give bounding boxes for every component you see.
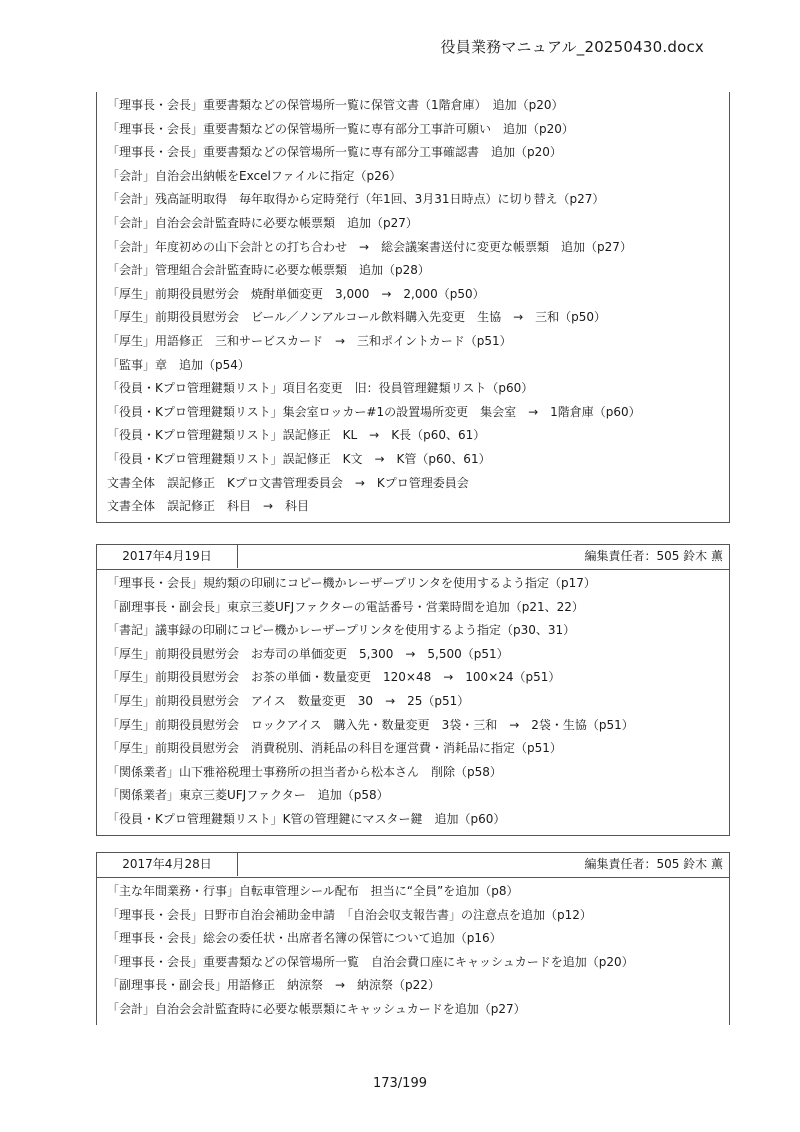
- revision-date: 2017年4月28日: [97, 853, 238, 876]
- revision-entry: 「役員・Kプロ管理鍵類リスト」項目名変更 旧：役員管理鍵類リスト（p60）: [107, 381, 534, 396]
- revision-section: [96, 544, 730, 836]
- revision-entry: 「書記」議事録の印刷にコピー機かレーザープリンタを使用するよう指定（p30、31）: [107, 623, 576, 638]
- revision-entry: 文書全体 誤記修正 Kプロ文書管理委員会 → Kプロ管理委員会: [107, 475, 469, 490]
- revision-entry-list: [97, 92, 729, 522]
- document-filename: 役員業務マニュアル_20250430.docx: [440, 38, 704, 56]
- revision-entry: 「主な年間業務・行事」自転車管理シール配布 担当に“全員”を追加（p8）: [107, 884, 519, 898]
- page-number: 173/199: [372, 1076, 427, 1091]
- revision-entry: 「副理事長・副会長」用語修正 納涼祭 → 納涼祭（p22）: [107, 978, 440, 993]
- revision-entry: 「理事長・会長」規約類の印刷にコピー機かレーザープリンタを使用するよう指定（p17）: [107, 576, 596, 590]
- revision-entry: 「役員・Kプロ管理鍵類リスト」集会室ロッカー#1の設置場所変更 集会室 → 1階倉庫（p60）: [107, 404, 641, 419]
- revision-entry-list: [97, 878, 729, 1025]
- editor-in-charge: 編集責任者：505 鈴木 薫: [584, 549, 723, 563]
- revision-entry: 「厚生」前期役員慰労会 消費税別、消耗品の科目を運営費・消耗品に指定（p51）: [107, 741, 562, 756]
- revision-entry: 「会計」管理組合会計監査時に必要な帳票類 追加（p28）: [107, 263, 430, 278]
- revision-entry: 文書全体 誤記修正 科目 → 科目: [107, 499, 310, 514]
- revision-entry: 「厚生」前期役員慰労会 お茶の単価・数量変更 120×48 → 100×24（p51）: [107, 670, 561, 685]
- revision-entry: 「役員・Kプロ管理鍵類リスト」K管の管理鍵にマスター鍵 追加（p60）: [107, 811, 506, 826]
- revision-entry: 「理事長・会長」重要書類などの保管場所一覧に専有部分工事確認書 追加（p20）: [107, 145, 562, 160]
- revision-entry: 「会計」自治会出納帳をExcelファイルに指定（p26）: [107, 168, 402, 183]
- revision-entry: 「副理事長・副会長」東京三菱UFJファクターの電話番号・営業時間を追加（p21、22）: [107, 599, 584, 614]
- revision-section: [96, 852, 730, 1025]
- revision-entry: 「厚生」前期役員慰労会 お寿司の単価変更 5,300 → 5,500（p51）: [107, 646, 509, 661]
- revision-entry-list: [97, 570, 729, 835]
- revision-entry: 「会計」自治会会計監査時に必要な帳票類にキャッシュカードを追加（p27）: [107, 1001, 526, 1016]
- revision-entry: 「会計」残高証明取得 毎年取得から定時発行（年1回、3月31日時点）に切り替え（p27）: [107, 192, 605, 207]
- revision-entry: 「厚生」前期役員慰労会 ロックアイス 購入先・数量変更 3袋・三和 → 2袋・生協（p51）: [107, 717, 634, 732]
- revision-entry: 「会計」自治会会計監査時に必要な帳票類 追加（p27）: [107, 215, 418, 230]
- revision-entry: 「理事長・会長」日野市自治会補助金申請 「自治会収支報告書」の注意点を追加（p12）: [107, 907, 592, 922]
- revision-section-header: [97, 545, 729, 570]
- revision-entry: 「関係業者」山下雅裕税理士事務所の担当者から松本さん 削除（p58）: [107, 764, 502, 779]
- revision-entry: 「理事長・会長」重要書類などの保管場所一覧に専有部分工事許可願い 追加（p20）: [107, 121, 574, 136]
- revision-entry: 「関係業者」東京三菱UFJファクター 追加（p58）: [107, 788, 389, 803]
- revision-entry: 「理事長・会長」重要書類などの保管場所一覧 自治会費口座にキャッシュカードを追加（p20）: [107, 954, 634, 969]
- revision-entry: 「役員・Kプロ管理鍵類リスト」誤記修正 KL → K長（p60、61）: [107, 428, 486, 443]
- revision-entry: 「監事」章 追加（p54）: [107, 357, 250, 372]
- revision-entry: 「理事長・会長」重要書類などの保管場所一覧に保管文書（1階倉庫） 追加（p20）: [107, 98, 564, 112]
- revision-entry: 「理事長・会長」総会の委任状・出席者名簿の保管について追加（p16）: [107, 931, 502, 946]
- revision-entry: 「会計」年度初めの山下会計との打ち合わせ → 総会議案書送付に変更な帳票類 追加（p27）: [107, 239, 632, 254]
- revision-section-continued: [96, 92, 730, 523]
- revision-section-header: [97, 853, 729, 878]
- revision-entry: 「厚生」前期役員慰労会 アイス 数量変更 30 → 25（p51）: [107, 693, 470, 708]
- revision-entry: 「厚生」前期役員慰労会 ビール／ノンアルコール飲料購入先変更 生協 → 三和（p50）: [107, 310, 607, 325]
- revision-entry: 「厚生」前期役員慰労会 焼酎単価変更 3,000 → 2,000（p50）: [107, 286, 485, 301]
- revision-date: 2017年4月19日: [97, 545, 238, 568]
- revision-entry: 「役員・Kプロ管理鍵類リスト」誤記修正 K文 → K管（p60、61）: [107, 451, 491, 466]
- revision-entry: 「厚生」用語修正 三和サービスカード → 三和ポイントカード（p51）: [107, 333, 512, 348]
- editor-in-charge: 編集責任者：505 鈴木 薫: [584, 857, 723, 871]
